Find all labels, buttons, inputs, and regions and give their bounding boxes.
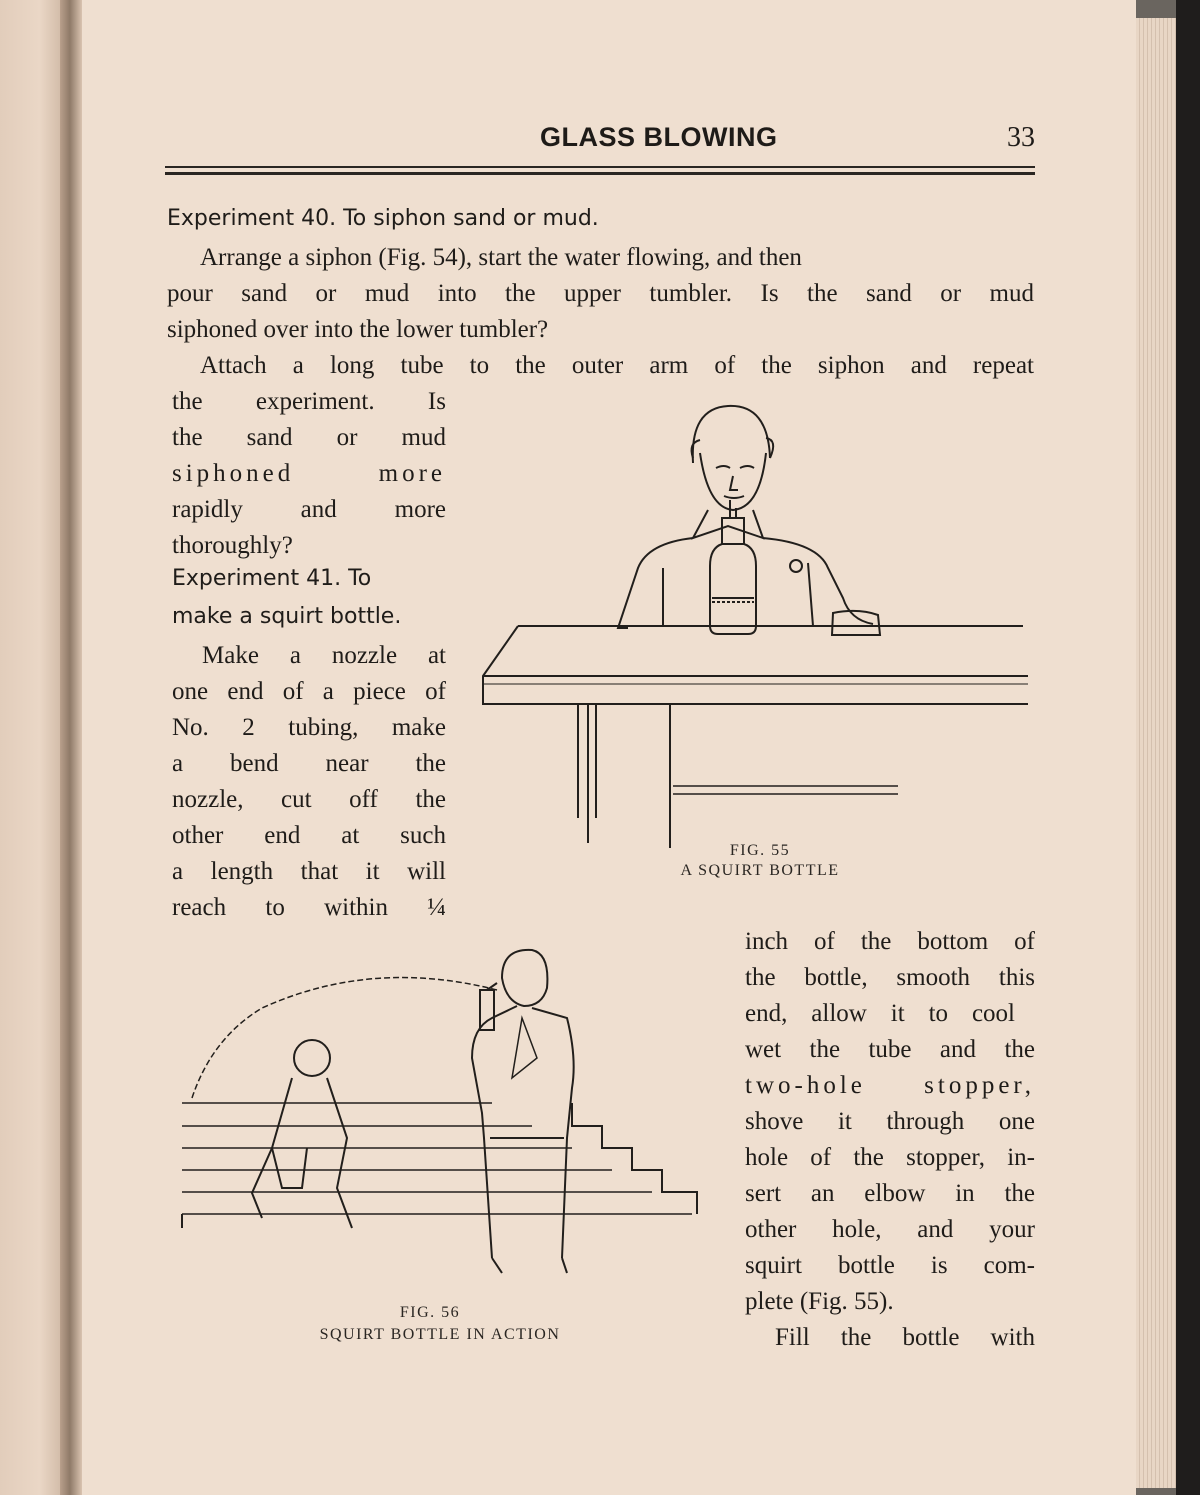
exp40-narrow-line-2: the sand or mud <box>172 424 446 451</box>
exp41-right-line-7: hole of the stopper, in- <box>745 1144 1035 1171</box>
exp40-narrow-line-1: the experiment. Is <box>172 388 446 415</box>
exp41-left-line-7: a length that it will <box>172 858 446 885</box>
exp41-right-line-10: squirt bottle is com- <box>745 1252 1035 1279</box>
exp41-left-line-2: one end of a piece of <box>172 678 446 705</box>
exp41-right-line-3: end, allow it to cool <box>745 1000 1015 1027</box>
exp41-right-line-2: the bottle, smooth this <box>745 964 1035 991</box>
exp40-line-3: siphoned over into the lower tumbler? <box>167 316 549 343</box>
exp40-narrow-line-3: siphoned more <box>172 460 446 487</box>
exp41-right-line-8: sert an elbow in the <box>745 1180 1035 1207</box>
fig-56-caption: SQUIRT BOTTLE IN ACTION <box>319 1326 561 1343</box>
experiment-41-heading-line-2: make a squirt bottle. <box>172 604 402 629</box>
fig-55-number: FIG. 55 <box>729 842 791 859</box>
previous-page-edge <box>0 0 66 1495</box>
exp40-line-4: Attach a long tube to the outer arm of the siphon and repeat <box>200 352 1034 379</box>
fig-55-caption: A SQUIRT BOTTLE <box>680 862 840 879</box>
page-number: 33 <box>1007 122 1035 153</box>
exp41-left-line-6: other end at such <box>172 822 446 849</box>
exp40-narrow-line-4: rapidly and more <box>172 496 446 523</box>
header-rule-bottom <box>165 172 1035 175</box>
exp41-right-line-11: plete (Fig. 55). <box>745 1288 894 1315</box>
exp40-line-2: pour sand or mud into the upper tumbler. Is the sand or mud <box>167 280 1034 307</box>
exp41-right-line-4: wet the tube and the <box>745 1036 1035 1063</box>
exp41-right-line-1: inch of the bottom of <box>745 928 1035 955</box>
experiment-40-heading: Experiment 40. To siphon sand or mud. <box>167 206 599 231</box>
exp41-left-line-3: No. 2 tubing, make <box>172 714 446 741</box>
exp41-right-line-12: Fill the bottle with <box>775 1324 1035 1351</box>
exp41-left-line-4: a bend near the <box>172 750 446 777</box>
exp41-left-line-5: nozzle, cut off the <box>172 786 446 813</box>
exp41-right-line-5: two-hole stopper, <box>745 1072 1035 1099</box>
running-title: GLASS BLOWING <box>540 122 778 152</box>
exp41-right-line-6: shove it through one <box>745 1108 1035 1135</box>
exp40-narrow-line-5: thoroughly? <box>172 532 293 559</box>
page-stack-edges <box>1136 18 1176 1488</box>
exp40-line-1: Arrange a siphon (Fig. 54), start the water flowing, and then <box>200 244 802 271</box>
experiment-41-heading-line-1: Experiment 41. To <box>172 566 372 591</box>
exp41-left-line-8: reach to within ¼ <box>172 894 446 921</box>
running-header <box>165 122 1035 162</box>
exp41-left-line-1: Make a nozzle at <box>202 642 446 669</box>
fig-56-number: FIG. 56 <box>399 1304 461 1321</box>
header-rule-top <box>165 166 1035 168</box>
exp41-right-line-9: other hole, and your <box>745 1216 1035 1243</box>
fig-56-illustration <box>172 938 712 1298</box>
book-gutter <box>60 0 82 1495</box>
fig-55-illustration <box>478 398 1038 868</box>
scan-background <box>1176 0 1200 1495</box>
